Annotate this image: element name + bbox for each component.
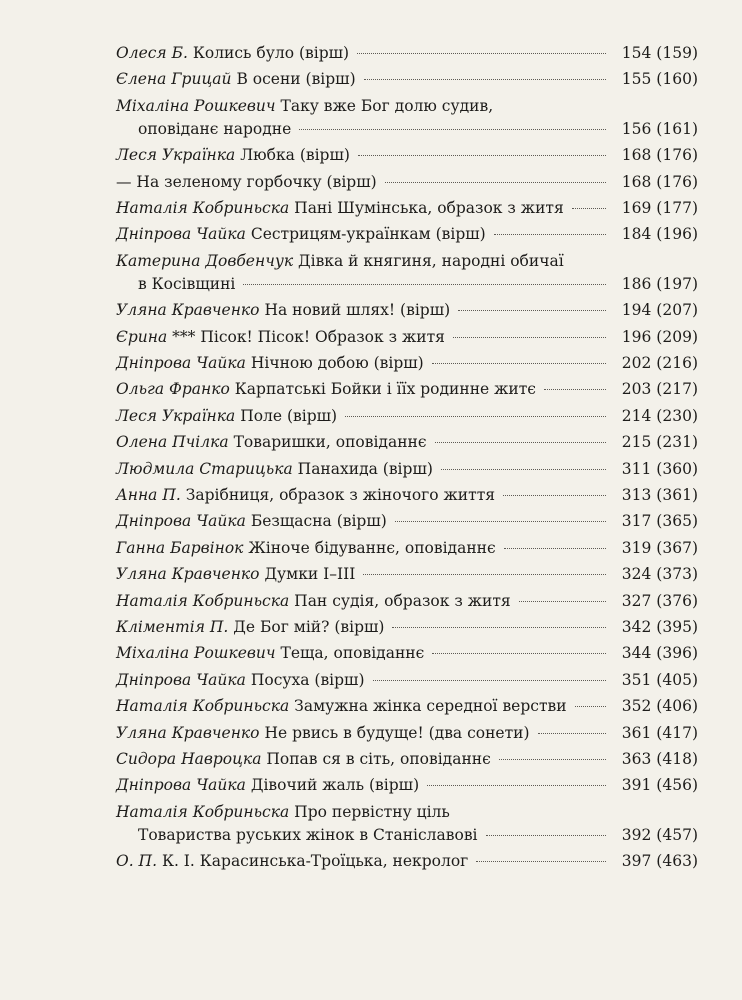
toc-page-number: 156 (161): [621, 119, 698, 138]
toc-entry: [116, 144, 698, 167]
toc-entry-text: [116, 774, 419, 797]
toc-entry-line: [116, 197, 698, 220]
toc-entry: [116, 537, 698, 560]
toc-title: Зарібниця, образок з жіночого життя: [185, 486, 496, 504]
toc-page-number: 196 (209): [621, 327, 698, 346]
toc-entry-line: [116, 616, 698, 639]
toc-page-number: 392 (457): [621, 825, 698, 844]
toc-entry-text: [116, 42, 349, 65]
toc-page-number: 169 (177): [621, 199, 698, 217]
toc-entry-text: [116, 590, 511, 613]
toc-author: Леся Українка: [116, 146, 236, 165]
toc-author: Наталія Кобриньска: [116, 591, 290, 610]
toc-entry-text: [116, 326, 445, 349]
toc-page-number: 194 (207): [621, 301, 698, 320]
toc-entry-line: [116, 801, 698, 824]
toc-entry-line: [116, 273, 698, 296]
toc-title: Панахида (вірш): [297, 459, 433, 478]
toc-page-number: 184 (196): [621, 225, 698, 244]
toc-title: Попав ся в сіть, оповіданнє: [266, 750, 491, 768]
toc-author: Ольга Франко: [116, 380, 230, 399]
dot-leader: [503, 495, 606, 496]
toc-entry-text: [116, 458, 433, 481]
toc-entry: [116, 642, 698, 665]
toc-entry-text: [116, 144, 350, 167]
toc-entry-line: [116, 250, 698, 273]
toc-author: Єрина ***: [116, 327, 196, 346]
toc-title: Жіноче бідуваннє, оповіданнє: [248, 538, 496, 557]
toc-entry: [116, 850, 698, 873]
toc-entry-line: [116, 563, 698, 586]
toc-entry: [116, 250, 698, 296]
toc-author: Міхаліна Рошкевич: [116, 644, 276, 663]
toc-page-number: 154 (159): [621, 44, 698, 62]
toc-entry-line: [116, 223, 698, 246]
toc-page-number: 168 (176): [621, 146, 698, 165]
toc-title: Пісок! Пісок! Образок з житя: [200, 327, 445, 346]
toc-page-number: 361 (417): [621, 723, 698, 742]
toc-title: Замужна жінка середної верстви: [294, 697, 567, 716]
toc-entry-text: [116, 484, 495, 507]
toc-title: Таку вже Бог долю судив,: [280, 96, 494, 115]
toc-entry: [116, 405, 698, 428]
toc-title: оповіданє народне: [138, 119, 292, 138]
toc-page-number: 317 (365): [621, 512, 698, 531]
toc-page-number: 342 (395): [621, 618, 698, 636]
toc-entry-text: [116, 850, 468, 873]
toc-page-number: 203 (217): [621, 380, 698, 399]
toc-page-number: 186 (197): [621, 274, 698, 293]
toc-entry-text: [116, 171, 377, 194]
toc-entry-text: [116, 118, 291, 141]
dot-leader: [494, 234, 606, 235]
toc-author: Єлена Грицай: [116, 70, 232, 89]
dot-leader: [432, 653, 606, 654]
toc-author: Наталія Кобриньска: [116, 802, 290, 821]
toc-entry: [116, 484, 698, 507]
toc-title: Пан судія, образок з житя: [294, 591, 511, 610]
dot-leader: [345, 416, 606, 417]
toc-entry-text: [116, 250, 564, 273]
toc-entry-text: [116, 510, 387, 533]
toc-entry-text: [116, 378, 536, 401]
dot-leader: [357, 53, 606, 54]
toc-author: Олеся Б.: [116, 44, 188, 62]
toc-entry: [116, 171, 698, 194]
toc-title: Посуха (вірш): [250, 670, 365, 689]
toc-page-number: 311 (360): [621, 459, 698, 478]
toc-title: Безщасна (вірш): [250, 512, 387, 531]
toc-entry-line: [116, 171, 698, 194]
toc-entry: [116, 326, 698, 349]
toc-entry-text: [116, 223, 486, 246]
dot-leader: [486, 835, 606, 836]
toc-author: Дніпрова Чайка: [116, 354, 246, 372]
toc-entry: [116, 431, 698, 454]
toc-title: Дівочий жаль (вірш): [250, 776, 420, 795]
toc-entry-text: [116, 299, 450, 322]
toc-entry-line: [116, 326, 698, 349]
toc-entry-line: [116, 722, 698, 745]
toc-entry-line: [116, 774, 698, 797]
dot-leader: [572, 208, 606, 209]
toc-page-number: 313 (361): [621, 486, 698, 504]
toc-entry-text: [116, 68, 356, 91]
toc-page-number: 363 (418): [621, 750, 698, 768]
toc-page-number: 397 (463): [621, 852, 698, 871]
toc-page-number: 155 (160): [621, 70, 698, 89]
toc-entry-line: [116, 824, 698, 847]
dot-leader: [392, 627, 606, 628]
toc-author: Дніпрова Чайка: [116, 512, 246, 531]
dot-leader: [385, 182, 606, 183]
toc-entry: [116, 695, 698, 718]
toc-author: Наталія Кобриньска: [116, 697, 290, 716]
toc-entry-line: [116, 669, 698, 692]
toc-author: Ганна Барвінок: [116, 538, 244, 557]
toc-author: Уляна Кравченко: [116, 565, 260, 584]
toc-entry-text: [116, 431, 427, 454]
dot-leader: [435, 442, 606, 443]
toc-author: Анна П.: [116, 486, 181, 504]
toc-entry-line: [116, 484, 698, 507]
toc-author: Наталія Кобриньска: [116, 199, 290, 217]
dot-leader: [364, 79, 606, 80]
toc-author: Дніпрова Чайка: [116, 776, 246, 795]
toc-entry: [116, 95, 698, 141]
toc-entry: [116, 299, 698, 322]
toc-entry-text: [116, 824, 478, 847]
toc-entry-line: [116, 590, 698, 613]
toc-entry-line: [116, 537, 698, 560]
toc-author: Дніпрова Чайка: [116, 225, 246, 244]
toc-author: Сидора Навроцка: [116, 750, 262, 768]
toc-page-number: 215 (231): [621, 433, 698, 452]
toc-entry: [116, 458, 698, 481]
toc-author: Олена Пчілка: [116, 433, 229, 452]
toc-entry-text: [116, 273, 235, 296]
toc-title: Нічною добою (вірш): [250, 354, 424, 372]
dot-leader: [499, 759, 606, 760]
dot-leader: [538, 733, 606, 734]
toc-entry-line: [116, 68, 698, 91]
toc-entry: [116, 563, 698, 586]
toc-title: Думки I–III: [264, 565, 356, 584]
toc-page-number: 202 (216): [621, 354, 698, 372]
toc-entry-text: [116, 405, 337, 428]
toc-entry-text: [116, 695, 567, 718]
toc-entry: [116, 590, 698, 613]
toc-author: Уляна Кравченко: [116, 301, 260, 320]
toc-entry-line: [116, 510, 698, 533]
toc-author: Уляна Кравченко: [116, 723, 260, 742]
toc-entry: [116, 748, 698, 771]
toc-entry-line: [116, 378, 698, 401]
toc-entry-line: [116, 695, 698, 718]
toc-entry: [116, 722, 698, 745]
dot-leader: [544, 389, 606, 390]
toc-author: Людмила Старицька: [116, 459, 293, 478]
toc-title: На новий шлях! (вірш): [264, 301, 451, 320]
toc-title: Пані Шумінська, образок з житя: [294, 199, 564, 217]
toc-entry-line: [116, 748, 698, 771]
toc-author: Кліментія П.: [116, 618, 229, 636]
toc-title: Товариства руських жінок в Станіславові: [138, 825, 478, 844]
toc-page-number: 319 (367): [621, 538, 698, 557]
toc-title: Любка (вірш): [240, 146, 350, 165]
toc-title: Сестрицям-українкам (вірш): [250, 225, 486, 244]
toc-title: Товаришки, оповіданнє: [233, 433, 427, 452]
toc-entry: [116, 774, 698, 797]
toc-entry-text: [116, 748, 491, 771]
dot-leader: [432, 363, 606, 364]
toc-title: Про первістну ціль: [294, 802, 450, 821]
dot-leader: [504, 548, 606, 549]
dot-leader: [395, 521, 606, 522]
toc-entry-text: [116, 801, 450, 824]
dot-leader: [453, 337, 606, 338]
toc-entry: [116, 616, 698, 639]
dot-leader: [441, 469, 606, 470]
toc-entry-line: [116, 431, 698, 454]
toc-page-number: 344 (396): [621, 644, 698, 663]
toc-entry-line: [116, 458, 698, 481]
dot-leader: [476, 861, 606, 862]
dot-leader: [519, 601, 606, 602]
toc-entry: [116, 197, 698, 220]
toc-page-number: 327 (376): [621, 591, 698, 610]
toc-entry-line: [116, 642, 698, 665]
toc-author: Дніпрова Чайка: [116, 670, 246, 689]
toc-entry: [116, 378, 698, 401]
toc-entry-text: [116, 197, 564, 220]
toc-page-number: 168 (176): [621, 172, 698, 191]
toc-entry-line: [116, 118, 698, 141]
toc-entry-line: [116, 144, 698, 167]
toc-title: Не рвись в будуще! (два сонети): [264, 723, 530, 742]
toc-entry-text: [116, 722, 530, 745]
toc-page-number: 391 (456): [621, 776, 698, 795]
toc-author: Катерина Довбенчук: [116, 251, 294, 270]
toc-title: — На зеленому горбочку (вірш): [116, 172, 377, 191]
dot-leader: [458, 310, 606, 311]
toc-entry-text: [116, 95, 493, 118]
toc-entry-text: [116, 616, 384, 639]
toc-entry-text: [116, 537, 496, 560]
dot-leader: [373, 680, 606, 681]
toc-title: К. І. Карасинська-Троїцька, некролог: [161, 852, 469, 871]
toc-title: Карпатські Бойки і їїх родинне житє: [234, 380, 536, 399]
toc-title: В осени (вірш): [236, 70, 356, 89]
dot-leader: [299, 129, 606, 130]
toc-title: Де Бог мій? (вірш): [233, 618, 385, 636]
toc-entry-line: [116, 405, 698, 428]
toc-entry-line: [116, 95, 698, 118]
toc-entry-text: [116, 669, 365, 692]
toc-entry: [116, 669, 698, 692]
toc-entry-text: [116, 642, 424, 665]
toc-entry: [116, 801, 698, 847]
toc-page-number: 352 (406): [621, 697, 698, 716]
toc-entry: [116, 510, 698, 533]
toc-title: Колись було (вірш): [192, 44, 350, 62]
toc-entry-text: [116, 352, 424, 375]
toc-entry-line: [116, 850, 698, 873]
toc-entry-text: [116, 563, 355, 586]
dot-leader: [358, 155, 606, 156]
toc-page-number: 351 (405): [621, 670, 698, 689]
toc-entry-line: [116, 352, 698, 375]
toc-entry-line: [116, 42, 698, 65]
dot-leader: [363, 574, 606, 575]
toc-entry: [116, 223, 698, 246]
toc-author: Леся Українка: [116, 406, 236, 425]
toc-author: О. П.: [116, 852, 158, 871]
toc-entry: [116, 42, 698, 65]
toc-entry: [116, 68, 698, 91]
toc-entry: [116, 352, 698, 375]
toc-title: Теща, оповіданнє: [280, 644, 425, 663]
toc-title: в Косівщині: [138, 274, 236, 293]
dot-leader: [427, 785, 606, 786]
toc-entry-line: [116, 299, 698, 322]
dot-leader: [575, 706, 606, 707]
dot-leader: [243, 284, 606, 285]
toc-page-number: 214 (230): [621, 406, 698, 425]
toc-title: Дівка й княгиня, народні обичаї: [298, 251, 564, 270]
toc-author: Міхаліна Рошкевич: [116, 96, 276, 115]
toc-title: Поле (вірш): [240, 406, 338, 425]
toc-page-number: 324 (373): [621, 565, 698, 584]
